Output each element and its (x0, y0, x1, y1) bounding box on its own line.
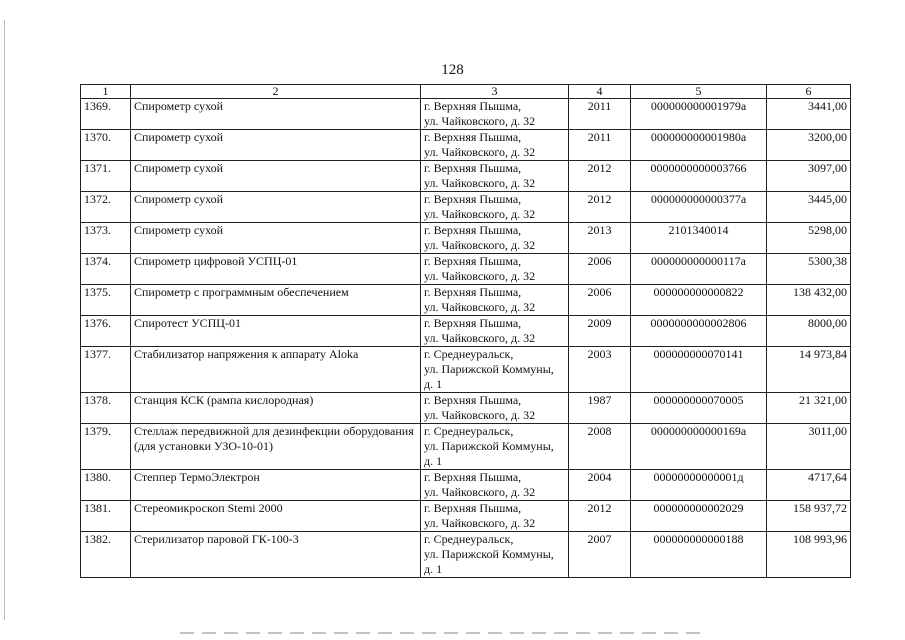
table-row (81, 501, 851, 532)
cost-cell: 3097,00 (767, 161, 851, 192)
address-line: г. Верхняя Пышма, (424, 501, 522, 515)
cost-cell: 4717,64 (767, 470, 851, 501)
address-cell (421, 470, 569, 501)
column-header-3: 3 (421, 85, 569, 99)
cost-cell: 108 993,96 (767, 532, 851, 578)
inventory-number-cell: 000000000001980а (631, 130, 767, 161)
table-row (81, 223, 851, 254)
year-cell: 2009 (569, 316, 631, 347)
row-number-cell: 1380. (81, 470, 131, 501)
table-row (81, 470, 851, 501)
table-row (81, 532, 851, 578)
table-row (81, 347, 851, 393)
year-cell: 2004 (569, 470, 631, 501)
cost-cell: 3445,00 (767, 192, 851, 223)
item-name-cell: Спирометр сухой (131, 130, 421, 161)
item-name-cell: Стабилизатор напряжения к аппарату Aloka (131, 347, 421, 393)
address-line: ул. Чайковского, д. 32 (424, 269, 536, 283)
year-cell: 2008 (569, 424, 631, 470)
column-header-2: 2 (131, 85, 421, 99)
column-header-4: 4 (569, 85, 631, 99)
address-cell (421, 285, 569, 316)
row-number-cell: 1372. (81, 192, 131, 223)
address-line: г. Верхняя Пышма, (424, 316, 522, 330)
table-body (81, 99, 851, 578)
cost-cell: 3011,00 (767, 424, 851, 470)
item-name-cell: Спирометр сухой (131, 161, 421, 192)
item-name-cell: Спирометр с программным обеспечением (131, 285, 421, 316)
item-name-cell: Спирометр сухой (131, 192, 421, 223)
item-name-cell: Спирометр сухой (131, 99, 421, 130)
row-number-cell: 1375. (81, 285, 131, 316)
row-number-cell: 1376. (81, 316, 131, 347)
inventory-number-cell: 000000000002029 (631, 501, 767, 532)
table-row (81, 316, 851, 347)
row-number-cell: 1377. (81, 347, 131, 393)
inventory-number-cell: 000000000000169а (631, 424, 767, 470)
address-cell (421, 393, 569, 424)
address-line: г. Среднеуральск, (424, 347, 514, 361)
address-cell (421, 501, 569, 532)
table-row (81, 99, 851, 130)
year-cell: 2012 (569, 501, 631, 532)
inventory-number-cell: 000000000070005 (631, 393, 767, 424)
address-line: д. 1 (424, 562, 443, 576)
item-name-cell: Станция КСК (рампа кислородная) (131, 393, 421, 424)
address-line: ул. Парижской Коммуны, (424, 362, 554, 376)
item-name-cell: Спирометр цифровой УСПЦ-01 (131, 254, 421, 285)
address-line: ул. Чайковского, д. 32 (424, 300, 536, 314)
address-line: ул. Парижской Коммуны, (424, 547, 554, 561)
year-cell: 2003 (569, 347, 631, 393)
address-cell (421, 254, 569, 285)
table-row (81, 161, 851, 192)
address-line: ул. Парижской Коммуны, (424, 439, 554, 453)
column-header-6: 6 (767, 85, 851, 99)
cost-cell: 3200,00 (767, 130, 851, 161)
address-cell (421, 532, 569, 578)
inventory-number-cell: 0000000000002806 (631, 316, 767, 347)
inventory-number-cell: 000000000000377а (631, 192, 767, 223)
property-registry-table (80, 84, 851, 578)
row-number-cell: 1370. (81, 130, 131, 161)
address-cell (421, 192, 569, 223)
address-line: ул. Чайковского, д. 32 (424, 114, 536, 128)
year-cell: 1987 (569, 393, 631, 424)
address-line: д. 1 (424, 377, 443, 391)
address-line: ул. Чайковского, д. 32 (424, 176, 536, 190)
address-line: ул. Чайковского, д. 32 (424, 516, 536, 530)
address-line: г. Верхняя Пышма, (424, 470, 522, 484)
row-number-cell: 1378. (81, 393, 131, 424)
year-cell: 2011 (569, 99, 631, 130)
inventory-number-cell: 00000000000001д (631, 470, 767, 501)
cost-cell: 21 321,00 (767, 393, 851, 424)
row-number-cell: 1379. (81, 424, 131, 470)
item-name-cell: Стерилизатор паровой ГК-100-3 (131, 532, 421, 578)
address-line: ул. Чайковского, д. 32 (424, 238, 536, 252)
cost-cell: 5298,00 (767, 223, 851, 254)
address-cell (421, 130, 569, 161)
address-line: г. Верхняя Пышма, (424, 254, 522, 268)
column-header-1: 1 (81, 85, 131, 99)
year-cell: 2006 (569, 285, 631, 316)
address-line: д. 1 (424, 454, 443, 468)
row-number-cell: 1381. (81, 501, 131, 532)
address-line: г. Верхняя Пышма, (424, 161, 522, 175)
address-line: г. Верхняя Пышма, (424, 130, 522, 144)
address-line: ул. Чайковского, д. 32 (424, 145, 536, 159)
year-cell: 2007 (569, 532, 631, 578)
column-header-5: 5 (631, 85, 767, 99)
cost-cell: 14 973,84 (767, 347, 851, 393)
inventory-number-cell: 0000000000003766 (631, 161, 767, 192)
inventory-number-cell: 000000000070141 (631, 347, 767, 393)
row-number-cell: 1371. (81, 161, 131, 192)
address-cell (421, 347, 569, 393)
table-header (81, 85, 851, 99)
table-row (81, 285, 851, 316)
address-line: г. Верхняя Пышма, (424, 393, 522, 407)
address-cell (421, 424, 569, 470)
address-cell (421, 161, 569, 192)
inventory-number-cell: 000000000001979а (631, 99, 767, 130)
table-row (81, 130, 851, 161)
item-name-cell: Степпер ТермоЭлектрон (131, 470, 421, 501)
cost-cell: 158 937,72 (767, 501, 851, 532)
page-number: 128 (441, 62, 464, 78)
year-cell: 2011 (569, 130, 631, 161)
year-cell: 2013 (569, 223, 631, 254)
item-name-cell: Спиротест УСПЦ-01 (131, 316, 421, 347)
inventory-number-cell: 000000000000188 (631, 532, 767, 578)
year-cell: 2012 (569, 161, 631, 192)
row-number-cell: 1374. (81, 254, 131, 285)
item-name-cell: Стереомикроскоп Stemi 2000 (131, 501, 421, 532)
year-cell: 2012 (569, 192, 631, 223)
address-cell (421, 99, 569, 130)
item-name-cell: Стеллаж передвижной для дезинфекции оборудования (для установки УЗО-10-01) (131, 424, 421, 470)
address-line: ул. Чайковского, д. 32 (424, 408, 536, 422)
row-number-cell: 1369. (81, 99, 131, 130)
table-row (81, 254, 851, 285)
inventory-number-cell: 2101340014 (631, 223, 767, 254)
row-number-cell: 1382. (81, 532, 131, 578)
cost-cell: 3441,00 (767, 99, 851, 130)
cost-cell: 8000,00 (767, 316, 851, 347)
inventory-number-cell: 000000000000822 (631, 285, 767, 316)
cost-cell: 5300,38 (767, 254, 851, 285)
address-line: г. Верхняя Пышма, (424, 223, 522, 237)
inventory-number-cell: 000000000000117а (631, 254, 767, 285)
address-line: г. Среднеуральск, (424, 424, 514, 438)
address-line: г. Верхняя Пышма, (424, 285, 522, 299)
cost-cell: 138 432,00 (767, 285, 851, 316)
scan-artifact (180, 632, 700, 634)
scan-margin-line (4, 20, 5, 620)
table-row (81, 192, 851, 223)
table-row (81, 393, 851, 424)
address-cell (421, 223, 569, 254)
item-name-cell: Спирометр сухой (131, 223, 421, 254)
address-line: ул. Чайковского, д. 32 (424, 485, 536, 499)
address-line: г. Среднеуральск, (424, 532, 514, 546)
address-cell (421, 316, 569, 347)
table-row (81, 424, 851, 470)
address-line: ул. Чайковского, д. 32 (424, 207, 536, 221)
address-line: г. Верхняя Пышма, (424, 99, 522, 113)
year-cell: 2006 (569, 254, 631, 285)
address-line: г. Верхняя Пышма, (424, 192, 522, 206)
row-number-cell: 1373. (81, 223, 131, 254)
address-line: ул. Чайковского, д. 32 (424, 331, 536, 345)
header-row (81, 85, 851, 99)
